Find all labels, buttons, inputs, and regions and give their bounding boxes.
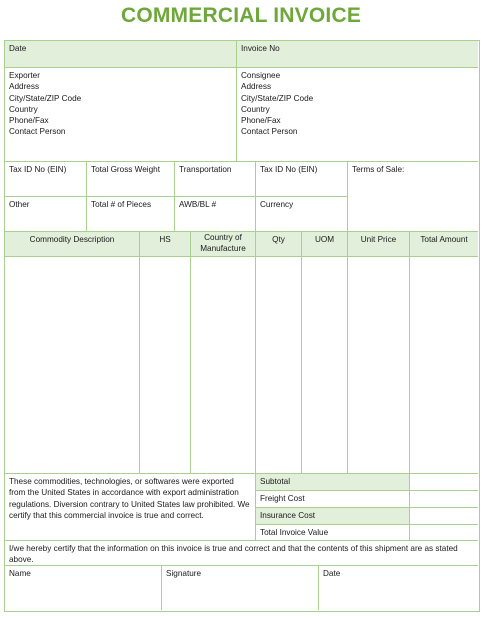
date-label: Date xyxy=(9,44,27,53)
unit-price-column[interactable] xyxy=(348,257,410,474)
total-invoice-value-label-cell xyxy=(256,525,410,541)
name-label: Name xyxy=(9,569,31,578)
freight-cost-value[interactable] xyxy=(410,491,478,508)
awb-bl-field[interactable] xyxy=(175,197,256,232)
date-field[interactable] xyxy=(5,41,237,68)
commodity-description-column[interactable] xyxy=(5,257,140,474)
header-hs xyxy=(140,232,191,257)
export-certification-text: These commodities, technologies, or softwares were exported from the United States in accordance with export administration regulations. Diversion contrary to United States law prohibited. We certify that this commercial invoice is true and correct. xyxy=(9,477,250,521)
header-unit-price-label: Unit Price xyxy=(360,235,397,244)
export-certification xyxy=(5,474,256,541)
transportation-label: Transportation xyxy=(179,165,232,174)
awb-bl-label: AWB/BL # xyxy=(179,200,217,209)
consignee-contact-label: Contact Person xyxy=(241,127,298,137)
header-unit-price xyxy=(348,232,410,257)
exporter-address-label: Address xyxy=(9,82,40,92)
consignee-city-label: City/State/ZIP Code xyxy=(241,93,314,103)
header-total-amount xyxy=(410,232,478,257)
terms-of-sale-field[interactable] xyxy=(348,162,478,232)
exporter-country-label: Country xyxy=(9,104,38,114)
subtotal-label: Subtotal xyxy=(260,477,291,486)
header-country-of-manufacture-label: Country of Manufacture xyxy=(200,233,246,253)
consignee-address-label: Address xyxy=(241,82,272,92)
total-invoice-value-label: Total Invoice Value xyxy=(260,528,329,537)
invoice-title: COMMERCIAL INVOICE xyxy=(120,4,362,27)
subtotal-value[interactable] xyxy=(410,474,478,491)
exporter-label: Exporter xyxy=(9,71,40,80)
freight-cost-label-cell xyxy=(256,491,410,508)
total-amount-column[interactable] xyxy=(410,257,478,474)
header-commodity-description-label: Commodity Description xyxy=(29,235,115,244)
exporter-contact-label: Contact Person xyxy=(9,127,66,137)
header-country-of-manufacture xyxy=(191,232,256,257)
consignee-country-label: Country xyxy=(241,104,270,114)
total-pieces-label: Total # of Pieces xyxy=(91,200,152,209)
signature-field[interactable] xyxy=(162,566,319,610)
header-hs-label: HS xyxy=(159,235,171,244)
invoice-no-label: Invoice No xyxy=(241,44,280,53)
consignee-block[interactable] xyxy=(237,68,478,162)
signature-date-field[interactable] xyxy=(319,566,478,610)
hs-column[interactable] xyxy=(140,257,191,474)
total-invoice-value[interactable] xyxy=(410,525,478,541)
terms-of-sale-label: Terms of Sale: xyxy=(352,165,405,174)
other-label: Other xyxy=(9,200,30,209)
signature-label: Signature xyxy=(166,569,202,578)
exporter-block[interactable] xyxy=(5,68,237,162)
insurance-cost-value[interactable] xyxy=(410,508,478,525)
name-field[interactable] xyxy=(5,566,162,610)
header-commodity-description xyxy=(5,232,140,257)
total-gross-weight-label: Total Gross Weight xyxy=(91,165,161,174)
header-qty-label: Qty xyxy=(272,235,285,244)
insurance-cost-label-cell xyxy=(256,508,410,525)
consignee-label: Consignee xyxy=(241,71,281,80)
consignee-tax-id-label: Tax ID No (EIN) xyxy=(260,165,318,174)
other-field[interactable] xyxy=(5,197,87,232)
subtotal-label-cell xyxy=(256,474,410,491)
shipment-declaration-text: I/we hereby certify that the information on this invoice is true and correct and that the contents of this shipment are as stated above. xyxy=(9,544,458,565)
consignee-phone-label: Phone/Fax xyxy=(241,116,281,126)
currency-field[interactable] xyxy=(256,197,348,232)
qty-column[interactable] xyxy=(256,257,302,474)
signature-date-label: Date xyxy=(323,569,341,578)
exporter-phone-label: Phone/Fax xyxy=(9,116,49,126)
currency-label: Currency xyxy=(260,200,294,209)
header-total-amount-label: Total Amount xyxy=(420,235,468,244)
invoice-form xyxy=(4,40,480,612)
exporter-city-label: City/State/ZIP Code xyxy=(9,93,82,103)
exporter-tax-id-label: Tax ID No (EIN) xyxy=(9,165,67,174)
header-uom xyxy=(302,232,348,257)
insurance-cost-label: Insurance Cost xyxy=(260,511,316,520)
country-of-manufacture-column[interactable] xyxy=(191,257,256,474)
total-gross-weight-field[interactable] xyxy=(87,162,175,197)
uom-column[interactable] xyxy=(302,257,348,474)
freight-cost-label: Freight Cost xyxy=(260,494,305,503)
total-pieces-field[interactable] xyxy=(87,197,175,232)
transportation-field[interactable] xyxy=(175,162,256,197)
consignee-tax-id-field[interactable] xyxy=(256,162,348,197)
exporter-tax-id-field[interactable] xyxy=(5,162,87,197)
header-uom-label: UOM xyxy=(314,235,335,244)
invoice-no-field[interactable] xyxy=(237,41,478,68)
shipment-declaration xyxy=(5,541,478,566)
header-qty xyxy=(256,232,302,257)
